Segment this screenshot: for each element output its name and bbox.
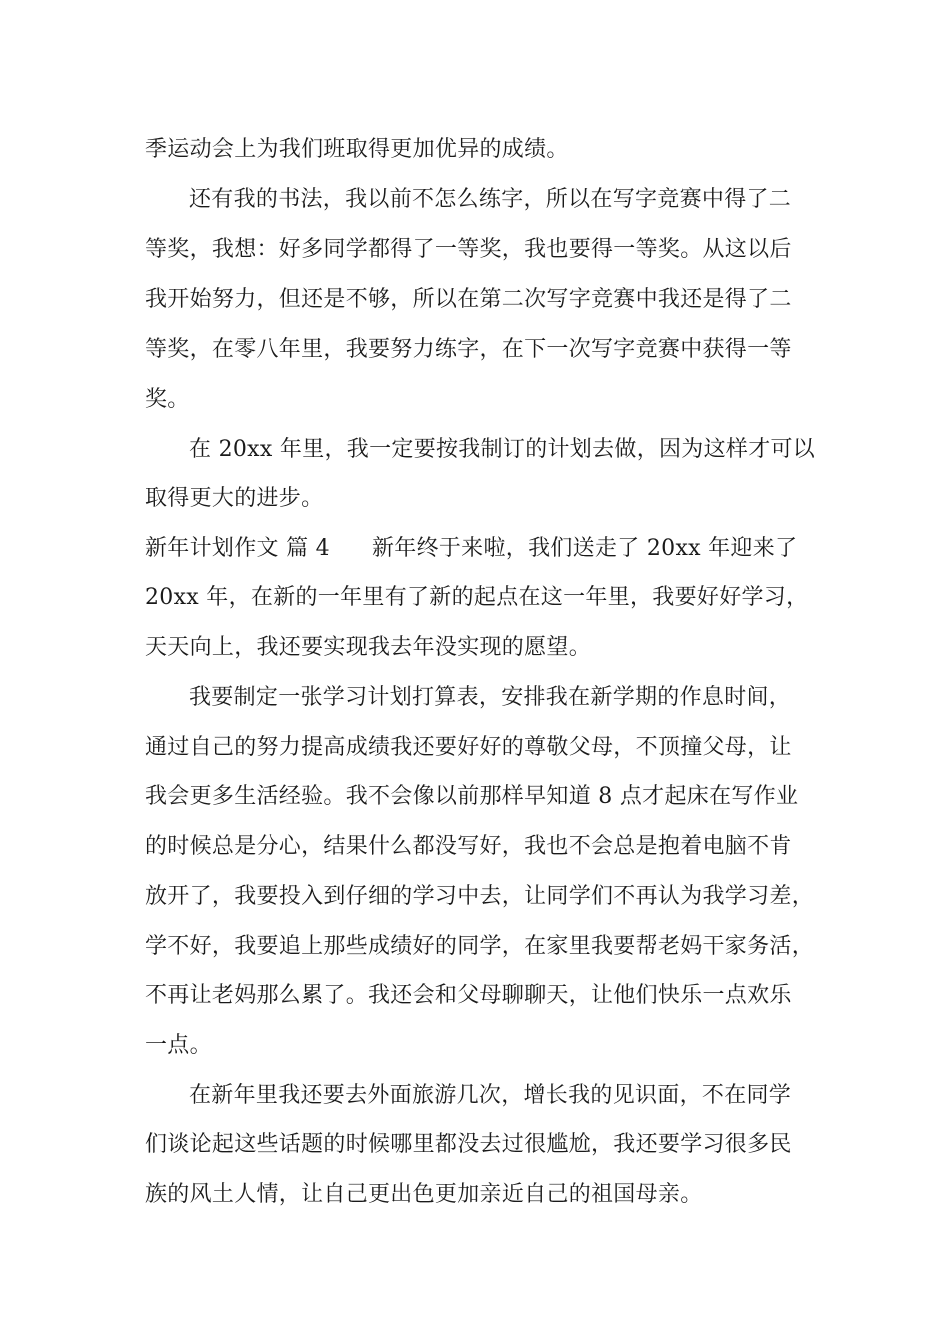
text-line: 通过自己的努力提高成绩我还要好好的尊敬父母，不顶撞父母，让 — [145, 735, 792, 760]
text-line: 不再让老妈那么累了。我还会和父母聊聊天，让他们快乐一点欢乐 — [145, 983, 792, 1008]
paragraph-start-line: 在新年里我还要去外面旅游几次，增长我的见识面，不在同学 — [189, 1083, 792, 1108]
text-line: 季运动会上为我们班取得更加优异的成绩。 — [145, 137, 569, 162]
text-line: 族的风土人情，让自己更出色更加亲近自己的祖国母亲。 — [145, 1182, 703, 1207]
text-line: 等奖，我想：好多同学都得了一等奖，我也要得一等奖。从这以后 — [145, 237, 792, 262]
text-line: 学不好，我要追上那些成绩好的同学，在家里我要帮老妈干家务活， — [145, 934, 815, 959]
text-line: 们谈论起这些话题的时候哪里都没去过很尴尬，我还要学习很多民 — [145, 1132, 792, 1157]
text-line: 我开始努力，但还是不够，所以在第二次写字竞赛中我还是得了二 — [145, 287, 792, 312]
text-line: 一点。 — [145, 1033, 212, 1058]
text-line: 我会更多生活经验。我不会像以前那样早知道 8 点才起床在写作业 — [145, 784, 799, 809]
paragraph-start-line: 还有我的书法，我以前不怎么练字，所以在写字竞赛中得了二 — [189, 187, 792, 212]
paragraph-start-line: 在 20xx 年里，我一定要按我制订的计划去做，因为这样才可以 — [189, 437, 816, 462]
paragraph-start-line: 我要制定一张学习计划打算表，安排我在新学期的作息时间， — [189, 685, 792, 710]
text-line: 天天向上，我还要实现我去年没实现的愿望。 — [145, 635, 592, 660]
text-line: 新年终于来啦，我们送走了 20xx 年迎来了 — [371, 536, 798, 561]
section-heading: 新年计划作文 篇 4 — [145, 536, 330, 561]
text-line: 的时候总是分心，结果什么都没写好，我也不会总是抱着电脑不肯 — [145, 834, 792, 859]
text-line: 取得更大的进步。 — [145, 486, 324, 511]
text-line: 等奖，在零八年里，我要努力练字，在下一次写字竞赛中获得一等 — [145, 337, 792, 362]
text-line: 20xx 年，在新的一年里有了新的起点在这一年里，我要好好学习， — [145, 585, 809, 610]
text-line: 放开了，我要投入到仔细的学习中去，让同学们不再认为我学习差， — [145, 884, 815, 909]
section-heading-line — [145, 529, 797, 569]
text-line: 奖。 — [145, 387, 190, 412]
